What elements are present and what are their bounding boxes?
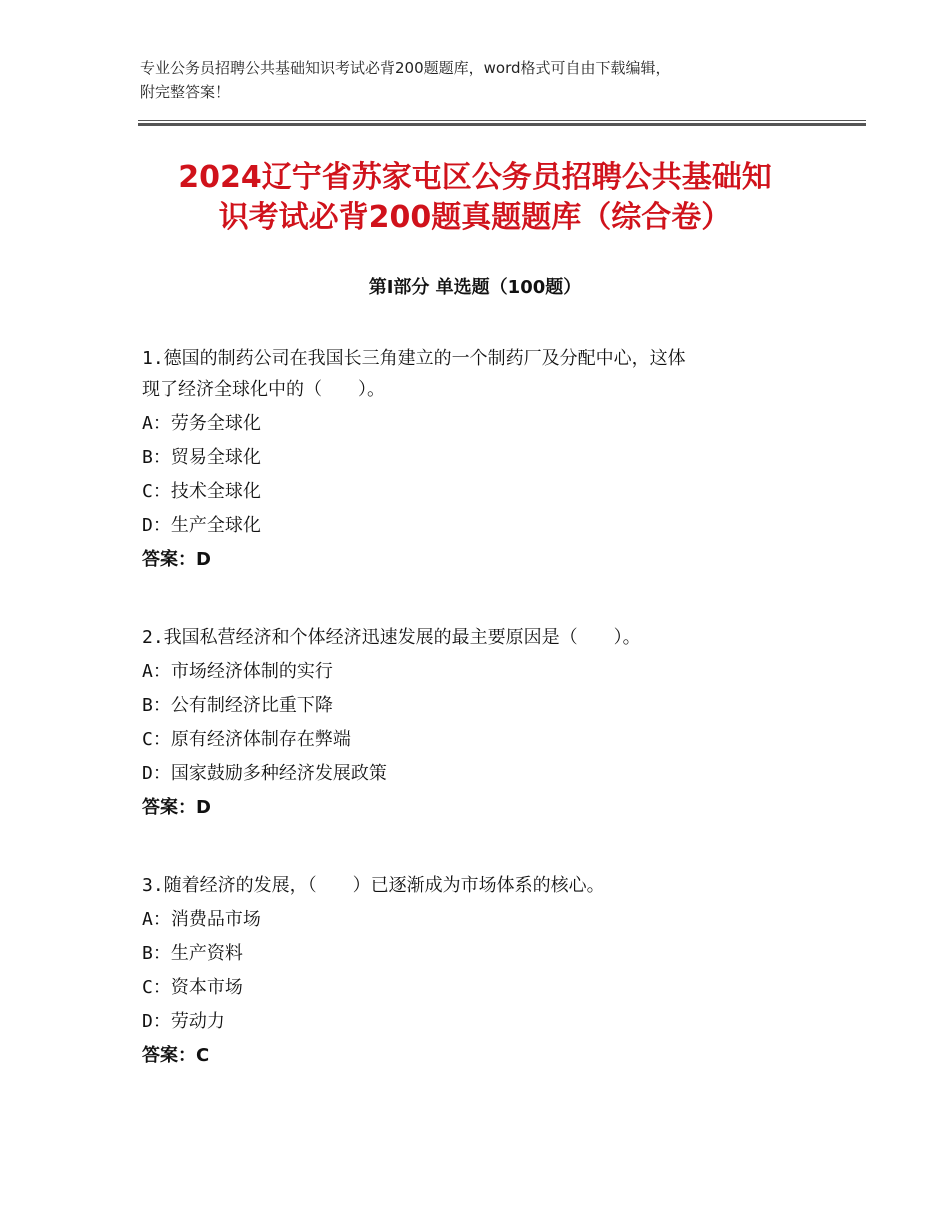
document-title-line: 识考试必背200题真题题库（综合卷） [218, 200, 732, 235]
question-stem [142, 343, 822, 405]
header-divider [138, 123, 866, 126]
question-stem-line: 现了经济全球化中的（ ）。 [142, 379, 385, 400]
answer-option: A：劳务全球化 [142, 413, 261, 434]
header-divider [138, 120, 866, 121]
header-note [140, 56, 840, 104]
question-item [142, 343, 822, 575]
correct-answer: 答案：D [142, 797, 211, 818]
question-stem [142, 622, 822, 653]
question-stem-line: 1.德国的制药公司在我国长三角建立的一个制药厂及分配中心，这体 [142, 348, 686, 369]
answer-option: B：公有制经济比重下降 [142, 695, 333, 716]
question-stem-line: 3.随着经济的发展，（ ）已逐渐成为市场体系的核心。 [142, 875, 605, 896]
question-list [142, 343, 822, 1118]
answer-option: D：国家鼓励多种经济发展政策 [142, 763, 387, 784]
document-title [0, 158, 950, 238]
question-stem [142, 870, 822, 901]
answer-option: C：原有经济体制存在弊端 [142, 729, 351, 750]
answer-option: D：生产全球化 [142, 515, 261, 536]
correct-answer: 答案：D [142, 549, 211, 570]
header-note-line: 专业公务员招聘公共基础知识考试必背200题题库，word格式可自由下载编辑， [140, 59, 671, 77]
answer-option: A：消费品市场 [142, 909, 261, 930]
answer-option: B：生产资料 [142, 943, 243, 964]
question-item [142, 622, 822, 823]
answer-option: B：贸易全球化 [142, 447, 261, 468]
question-stem-line: 2.我国私营经济和个体经济迅速发展的最主要原因是（ ）。 [142, 627, 641, 648]
section-heading: 第Ⅰ部分 单选题（100题） [368, 277, 582, 298]
answer-option: C：资本市场 [142, 977, 243, 998]
answer-option: C：技术全球化 [142, 481, 261, 502]
answer-option: A：市场经济体制的实行 [142, 661, 333, 682]
correct-answer: 答案：C [142, 1045, 210, 1066]
header-note-line: 附完整答案！ [140, 83, 231, 101]
answer-option: D：劳动力 [142, 1011, 225, 1032]
question-item [142, 870, 822, 1071]
document-title-line: 2024辽宁省苏家屯区公务员招聘公共基础知 [178, 160, 772, 195]
